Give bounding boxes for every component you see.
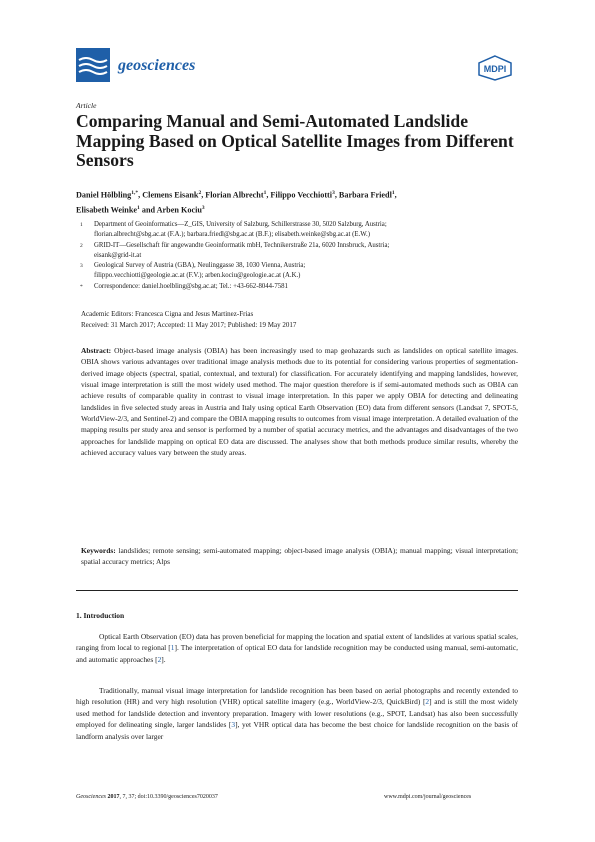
author-name[interactable]: Florian Albrecht bbox=[205, 190, 264, 200]
author-sup: 3 bbox=[332, 190, 335, 196]
academic-editors: Academic Editors: Francesca Cigna and Jesus Martinez-Frias bbox=[81, 310, 254, 318]
text-run: Optical Earth Observation (EO) data has proven beneficial for mapping the location and spatial extent of landslides at various spatial scales, ranging from local to regional [ bbox=[76, 632, 518, 653]
affiliation-line[interactable]: eisank@grid-it.at bbox=[94, 251, 142, 259]
correspondence-line[interactable]: Correspondence: daniel.hoelbling@sbg.ac.at; Tel.: +43-662-8044-7581 bbox=[94, 282, 288, 290]
keywords bbox=[81, 545, 518, 568]
abstract-label: Abstract: bbox=[81, 346, 112, 355]
affiliation-line[interactable]: filippo.vecchiotti@geologie.ac.at (F.V.); arben.kociu@geologie.ac.at (A.K.) bbox=[94, 272, 301, 280]
author-sup: 1 bbox=[137, 204, 140, 211]
author-name[interactable]: Arben Kociu bbox=[156, 205, 202, 215]
affiliation-number: 1 bbox=[80, 222, 83, 228]
affiliation-item bbox=[76, 220, 526, 241]
abstract bbox=[81, 345, 518, 458]
text-run: Traditionally, manual visual image interpretation for landslide recognition has been based on aerial photographs and recently extended to high resolution (HR) and very high resolution (VHR) optical satellite imagery (e.g., WorldView-2/3, QuickBird) [ bbox=[76, 686, 518, 707]
affiliation-item bbox=[76, 241, 526, 262]
mdpi-logo-text: MDPI bbox=[483, 64, 507, 74]
footer-year: 2017 bbox=[107, 794, 120, 800]
footer-url[interactable]: www.mdpi.com/journal/geosciences bbox=[384, 794, 472, 800]
text-run: ] and is still the most widely used method for landslide detection and inventory preparation. Imagery with lower resolutions (e.g., SPOT, Landsat) has also been successfully employed for delineating single, larger landslides [ bbox=[76, 697, 518, 730]
affiliation-line: GRID-IT—Gesellschaft für angewandte Geoinformatik mbH, Technikerstraße 21a, 6020 Innsbruck, Austria; bbox=[94, 241, 390, 249]
author-sup: 1 bbox=[391, 190, 395, 196]
editor-and-dates bbox=[81, 309, 296, 331]
affiliation-number: 2 bbox=[80, 242, 83, 249]
affiliation-number: 3 bbox=[80, 263, 83, 270]
author-list: Daniel Hölbling$^{1,*}$, Clemens Eisank$^2$, Florian Albrecht$^1$, Filippo Vecchiotti$^3$, Barbara Friedl$^1$, Elisabeth Weinke$^1$ and Arben Kociu$^3$ bbox=[76, 190, 397, 215]
article-type: Article bbox=[76, 101, 97, 110]
citation-link[interactable]: 1 bbox=[170, 643, 175, 653]
footer-citation bbox=[76, 794, 218, 800]
geosciences-logo-icon bbox=[76, 48, 110, 82]
citation-link[interactable]: 3 bbox=[231, 720, 236, 730]
section-heading: 1. Introduction bbox=[76, 611, 125, 620]
intro-paragraph-2 bbox=[76, 685, 518, 742]
abstract-text: Object-based image analysis (OBIA) has been increasingly used to map geohazards such as landslides on optical satellite images. OBIA shows various advantages over traditional image analysis methods due to its potential for considering various properties of segmentation-derived image objects (spectral, spatial, contextual, and textural) for classification. For accurately identifying and mapping landslides, however, visual image interpretation is still the most widely used method. The major question therefore is if semi-automated methods such as OBIA can achieve results of comparable quality in contrast to visual image interpretation. In this paper we apply OBIA for detecting and delineating landslides in five selected study areas in Austria and Italy using optical Earth Observation (EO) data from different sensors (Landsat 7, SPOT-5, WorldView-2/3, and Sentinel-2) and compare the OBIA mapping results to outcomes from visual image interpretation. A detailed evaluation of the mapping results per study area and sensor is performed by a number of spatial accuracy metrics, and the advantages and disadvantages of the two approaches for landslide mapping on optical EO data are discussed. The analyses show that both methods produce similar results, whereby the achieved accuracy values vary between the study areas. bbox=[81, 346, 518, 458]
affiliation-line: Geological Survey of Austria (GBA), Neulinggasse 38, 1030 Vienna, Austria; bbox=[94, 262, 306, 270]
publication-dates: Received: 31 March 2017; Accepted: 11 May 2017; Published: 19 May 2017 bbox=[81, 321, 297, 329]
author-sup: 3 bbox=[201, 204, 205, 211]
author-sup: 1,* bbox=[131, 190, 139, 196]
mdpi-logo-icon[interactable] bbox=[477, 55, 513, 81]
author-sup: 2 bbox=[198, 190, 202, 196]
author-name[interactable]: Elisabeth Weinke bbox=[76, 205, 138, 215]
footer-journal: Geosciences bbox=[76, 794, 106, 800]
article-title: Comparing Manual and Semi-Automated Landslide Mapping Based on Optical Satellite Images from Different Sensors bbox=[76, 111, 514, 171]
citation-link[interactable]: 2 bbox=[157, 654, 162, 664]
author-name[interactable]: Filippo Vecchiotti bbox=[270, 190, 333, 200]
text-run: ]. The interpretation of optical EO data for landslide recognition may be conducted using manual, semi-automatic, and automatic approaches [ bbox=[76, 643, 518, 664]
text-run: ], yet VHR optical data has become the best choice for landslide recognition on the basis of landform analysis over larger bbox=[76, 720, 518, 741]
footer-doi[interactable]: , 7, 37; doi:10.3390/geosciences7020037 bbox=[119, 794, 218, 800]
affiliation-line: Department of Geoinformatics—Z_GIS, University of Salzburg, Schillerstrasse 30, 5020 Salzburg, Austria; bbox=[94, 221, 387, 228]
author-name[interactable]: Clemens Eisank bbox=[142, 190, 199, 200]
citation-link[interactable]: 2 bbox=[425, 697, 430, 707]
affiliation-item bbox=[76, 261, 526, 282]
author-sup: 1 bbox=[263, 190, 267, 196]
section-divider bbox=[76, 590, 518, 591]
text-run: ]. bbox=[161, 654, 166, 664]
keywords-label: Keywords: bbox=[81, 546, 116, 555]
journal-name: geosciences bbox=[118, 57, 196, 74]
affiliation-number: * bbox=[80, 283, 83, 290]
keywords-text: landslides; remote sensing; semi-automated mapping; object-based image analysis (OBIA); manual mapping; visual interpretation; spatial accuracy metrics; Alps bbox=[81, 546, 519, 567]
correspondence-item bbox=[76, 282, 526, 292]
affiliation-line[interactable]: florian.albrecht@sbg.ac.at (F.A.); barbara.friedl@sbg.ac.at (B.F.); elisabeth.weinke@sbg.ac.at (E.W.) bbox=[94, 231, 370, 239]
affiliations bbox=[76, 220, 526, 292]
intro-paragraph-1 bbox=[76, 631, 518, 665]
author-name[interactable]: Barbara Friedl bbox=[338, 190, 392, 200]
author-name[interactable]: Daniel Hölbling bbox=[76, 190, 132, 200]
